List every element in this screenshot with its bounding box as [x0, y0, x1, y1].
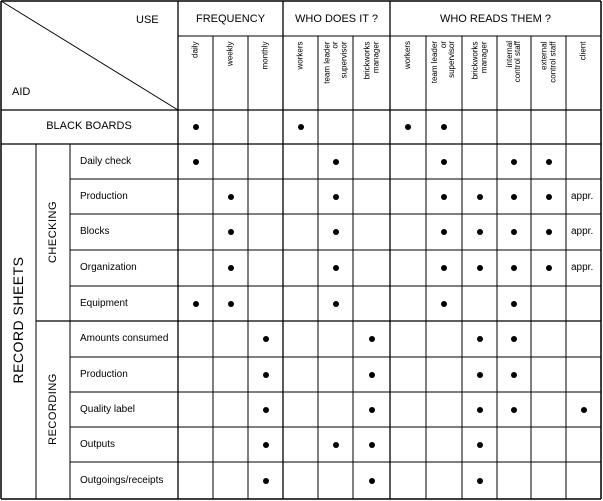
- mark-dot: [369, 478, 375, 484]
- aid-label: AID: [12, 86, 31, 98]
- mark-dot: [441, 124, 447, 130]
- record-sheets-label: RECORD SHEETS: [10, 255, 26, 384]
- mark-dot: [477, 478, 483, 484]
- mark-dot: [546, 159, 552, 165]
- column-header-monthly: [248, 41, 283, 109]
- column-header-client: [566, 41, 601, 109]
- column-header-text: workers: [295, 41, 305, 70]
- mark-dot: [333, 159, 339, 165]
- column-header-weekly: [213, 41, 248, 109]
- mark-dot: [369, 407, 375, 413]
- column-header-daily: [178, 41, 213, 109]
- mark-dot: [333, 442, 339, 448]
- column-header-do_brickworks_manager: [353, 41, 390, 109]
- column-header-do_workers: [283, 41, 318, 109]
- mark-dot: [511, 194, 517, 200]
- column-header-text: brickworks manager: [470, 41, 488, 79]
- mark-dot: [263, 478, 269, 484]
- row-label: Organization: [80, 262, 137, 273]
- mark-approval: appr.: [571, 226, 594, 237]
- mark-dot: [228, 229, 234, 235]
- mark-dot: [441, 229, 447, 235]
- mark-dot: [263, 407, 269, 413]
- column-header-text: client: [578, 41, 588, 60]
- mark-dot: [546, 265, 552, 271]
- row-label: Outputs: [80, 438, 116, 450]
- row-label: Outgoings/receipts: [80, 474, 164, 486]
- mark-dot: [333, 301, 339, 307]
- row-label: Equipment: [80, 297, 128, 309]
- mark-dot: [193, 124, 199, 130]
- mark-dot: [511, 159, 517, 165]
- column-header-text: internal control staff: [504, 41, 522, 83]
- mark-dot: [263, 442, 269, 448]
- column-header-internal_control: [497, 41, 531, 109]
- column-header-read_brickworks_manager: [462, 41, 497, 109]
- mark-dot: [441, 159, 447, 165]
- use-label: USE: [136, 14, 159, 26]
- column-header-text: workers: [402, 41, 412, 70]
- row-label: Blocks: [80, 226, 110, 237]
- column-header-text: team leader or supervisor: [321, 41, 348, 84]
- column-header-text: external control staff: [539, 41, 557, 83]
- column-header-read_workers: [390, 41, 426, 109]
- column-header-text: monthly: [260, 41, 270, 70]
- mark-dot: [333, 265, 339, 271]
- mark-dot: [193, 301, 199, 307]
- mark-dot: [369, 442, 375, 448]
- row-label: Production: [80, 190, 128, 202]
- mark-dot: [441, 301, 447, 307]
- mark-dot: [511, 265, 517, 271]
- mark-dot: [511, 229, 517, 235]
- mark-dot: [477, 229, 483, 235]
- column-header-text: daily: [190, 41, 200, 58]
- column-header-text: brickworks manager: [362, 41, 380, 79]
- mark-dot: [477, 194, 483, 200]
- mark-dot: [263, 372, 269, 378]
- mark-dot: [511, 301, 517, 307]
- blackboards-label: BLACK BOARDS: [46, 120, 132, 132]
- mark-dot: [441, 194, 447, 200]
- mark-dot: [546, 229, 552, 235]
- row-label: Daily check: [80, 155, 132, 167]
- mark-dot: [477, 442, 483, 448]
- group-header-frequency: FREQUENCY: [195, 13, 266, 25]
- group-header-who_reads: WHO READS THEM ?: [439, 13, 552, 25]
- column-header-text: team leader or supervisor: [430, 41, 457, 84]
- row-label: Quality label: [80, 403, 136, 415]
- mark-dot: [511, 336, 517, 342]
- column-header-text: weekly: [225, 41, 235, 66]
- column-header-external_control: [531, 41, 566, 109]
- mark-dot: [477, 372, 483, 378]
- mark-dot: [228, 265, 234, 271]
- mark-dot: [369, 372, 375, 378]
- mark-dot: [263, 336, 269, 342]
- mark-dot: [477, 336, 483, 342]
- mark-dot: [369, 336, 375, 342]
- column-header-read_team_leader: [426, 41, 462, 109]
- column-header-do_team_leader: [318, 41, 353, 109]
- row-label: Production: [80, 368, 128, 380]
- mark-dot: [477, 407, 483, 413]
- mark-dot: [511, 407, 517, 413]
- mark-dot: [405, 124, 411, 130]
- mark-approval: appr.: [571, 190, 594, 202]
- mark-dot: [581, 407, 587, 413]
- row-label: Amounts consumed: [80, 333, 169, 344]
- mark-dot: [546, 194, 552, 200]
- mark-dot: [193, 159, 199, 165]
- mark-dot: [441, 265, 447, 271]
- mark-dot: [298, 124, 304, 130]
- mark-dot: [228, 301, 234, 307]
- mark-dot: [511, 372, 517, 378]
- group-header-who_does: WHO DOES IT ?: [295, 13, 378, 25]
- mark-dot: [228, 194, 234, 200]
- section-label-recording: RECORDING: [47, 373, 59, 445]
- mark-dot: [477, 265, 483, 271]
- mark-dot: [333, 194, 339, 200]
- mark-dot: [333, 229, 339, 235]
- section-label-checking: CHECKING: [47, 200, 59, 263]
- mark-approval: appr.: [571, 262, 594, 273]
